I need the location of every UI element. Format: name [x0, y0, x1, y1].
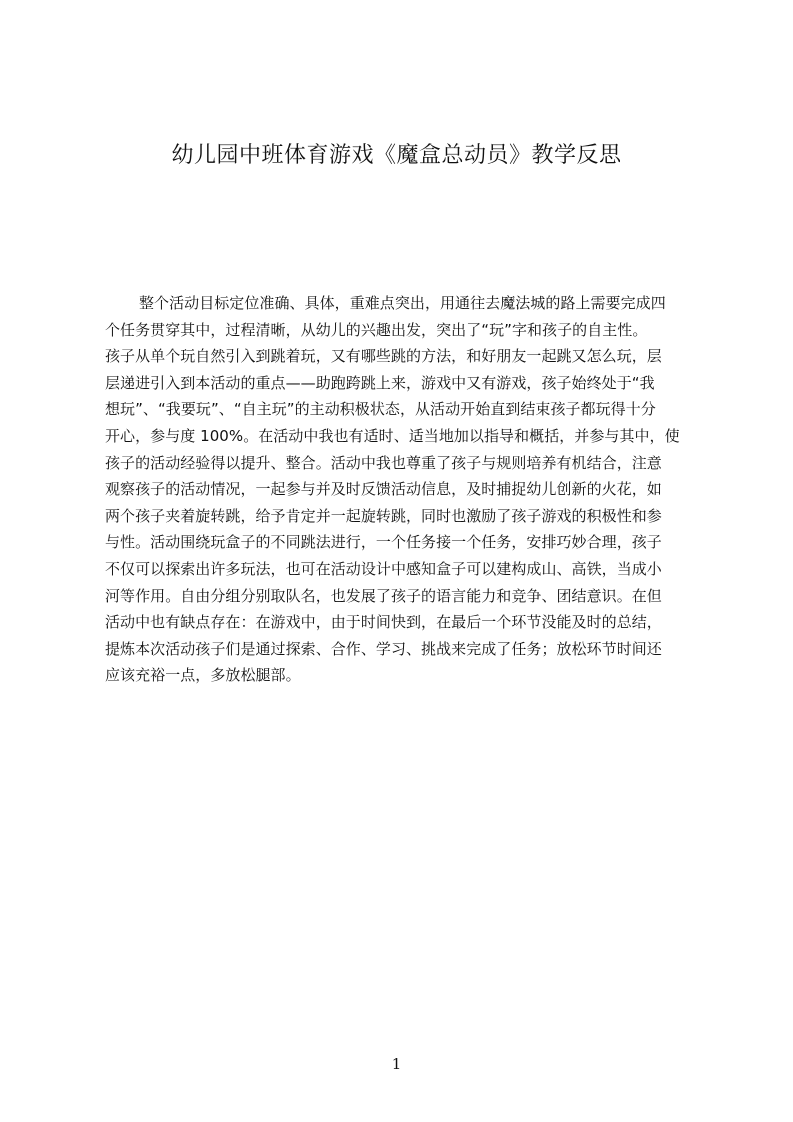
- body-line: 与性。活动围绕玩盒子的不同跳法进行，一个任务接一个任务，安排巧妙合理，孩子: [105, 533, 662, 552]
- body-line: 提炼本次活动孩子们是通过探索、合作、学习、挑战来完成了任务；放松环节时间还: [105, 639, 662, 658]
- body-line: 活动中也有缺点存在：在游戏中，由于时间快到，在最后一个环节没能及时的总结，: [105, 613, 662, 632]
- body-paragraph: [105, 290, 700, 689]
- page-number: 1: [391, 1055, 402, 1073]
- body-line: 孩子从单个玩自然引入到跳着玩，又有哪些跳的方法，和好朋友一起跳又怎么玩，层: [105, 347, 662, 366]
- body-line: 想玩”、“我要玩”、“自主玩”的主动积极状态，从活动开始直到结束孩子都玩得十分: [105, 400, 656, 419]
- body-line: 个任务贯穿其中，过程清晰，从幼儿的兴趣出发，突出了“玩”字和孩子的自主性。: [105, 320, 648, 339]
- body-line: 两个孩子夹着旋转跳，给予肯定并一起旋转跳，同时也激励了孩子游戏的积极性和参: [105, 506, 662, 525]
- body-line: 观察孩子的活动情况，一起参与并及时反馈活动信息，及时捕捉幼儿创新的火花，如: [105, 480, 662, 499]
- body-line: 不仅可以探索出许多玩法，也可在活动设计中感知盒子可以建构成山、高铁，当成小: [105, 559, 662, 578]
- body-line: 开心，参与度 100%。在活动中我也有适时、适当地加以指导和概括，并参与其中，使: [105, 426, 680, 445]
- document-title: 幼儿园中班体育游戏《魔盒总动员》教学反思: [171, 143, 622, 168]
- body-line: 层递进引入到本活动的重点——助跑跨跳上来，游戏中又有游戏，孩子始终处于“我: [105, 373, 655, 392]
- body-line: 孩子的活动经验得以提升、整合。活动中我也尊重了孩子与规则培养有机结合，注意: [105, 453, 662, 472]
- body-line: 应该充裕一点，多放松腿部。: [105, 666, 301, 685]
- body-line: 河等作用。自由分组分别取队名，也发展了孩子的语言能力和竞争、团结意识。在但: [105, 586, 662, 605]
- body-line: 整个活动目标定位准确、具体，重难点突出，用通往去魔法城的路上需要完成四: [139, 294, 666, 312]
